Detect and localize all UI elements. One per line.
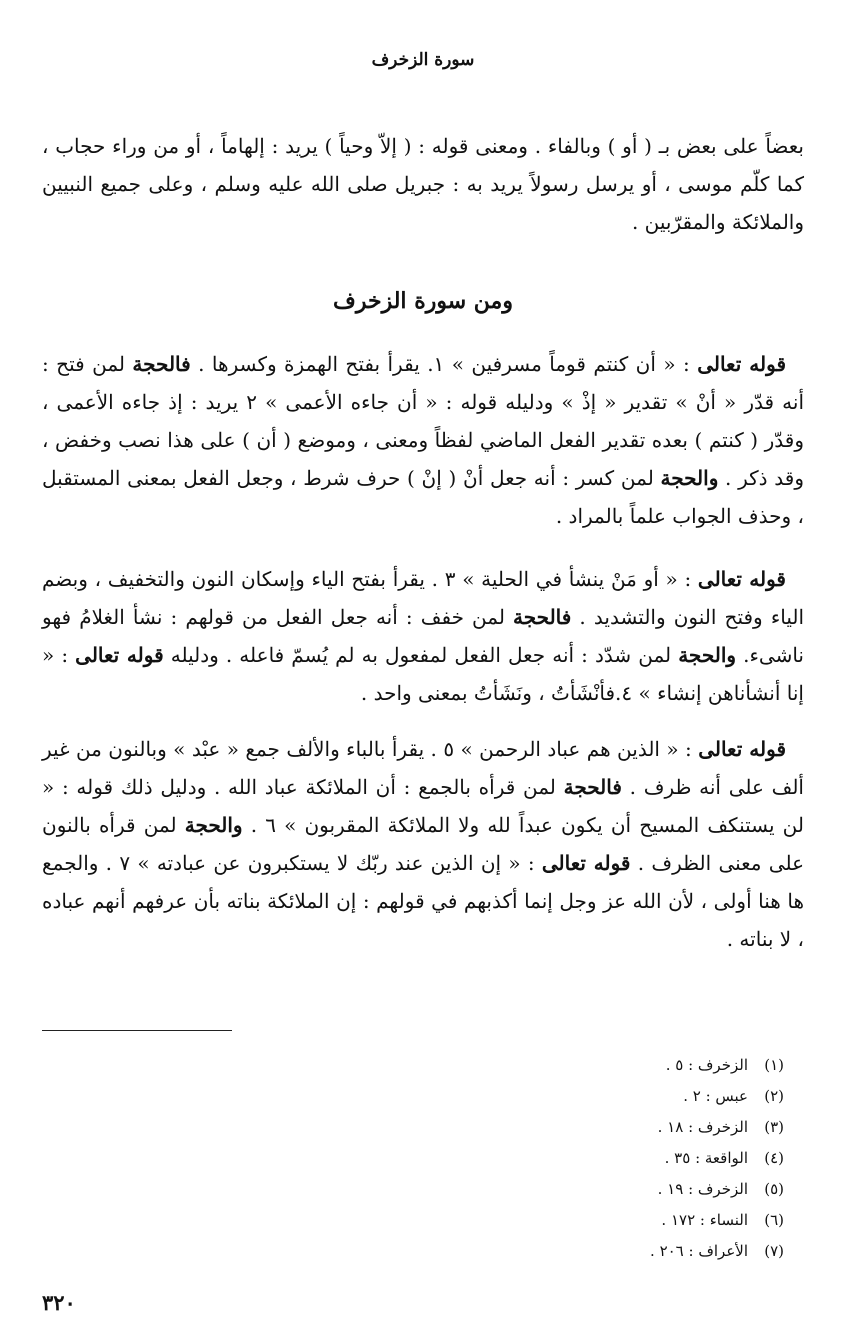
paragraph-2	[42, 560, 804, 712]
footnote-text: الزخرف : ٥ .	[665, 1056, 748, 1074]
paragraph-text: لمن قرأه بالجمع : أن الملائكة عباد الله . ودليل ذلك قوله : « لن يستنكف المسيح أن يكون عبداً لله ولا الملائكة المقربون » ٦ .	[42, 775, 804, 837]
keyword-hujja: والحجة	[184, 813, 243, 837]
keyword-hujja: والحجة	[660, 466, 719, 490]
page-number: ٣٢٠	[42, 1290, 76, 1315]
footnote-number: (٥)	[764, 1180, 784, 1198]
footnote-number: (١)	[764, 1056, 784, 1074]
paragraph-3	[42, 730, 804, 958]
paragraph-text: لمن قرأه بالنون على معنى الظرف .	[42, 813, 805, 875]
footnote-text: الأعراف : ٢٠٦ .	[650, 1242, 748, 1260]
keyword-hujja: فالحجة	[513, 605, 572, 629]
keyword-hujja: فالحجة	[563, 775, 622, 799]
paragraph-text: لمن فتح : أنه قدّر « أنْ » تقدير « إذْ » ودليله قوله : « أن جاءه الأعمى » ٢ يريد : إذ جاءه الأعمى ، وقدّر ( كنتم ) بعده تقدير الفعل الماضي لفظاً ومعنى ، وموضع ( أن ) على هذا نصب وخفض ، وقد ذكر .	[42, 352, 805, 490]
footnote-text: النساء : ١٧٢ .	[661, 1211, 748, 1229]
footnote-number: (٤)	[764, 1149, 784, 1167]
keyword-qawluhu: قوله تعالى	[697, 567, 786, 591]
intro-text: بعضاً على بعض بـ ( أو ) وبالفاء . ومعنى قوله : ( إلاّ وحياً ) يريد : إلهاماً ، أو من وراء حجاب ، كما كلّم موسى ، أو يرسل رسولاً يريد به : جبريل صلى الله عليه وسلم ، وعلى جميع النبيين والملائكة والمقرّبين .	[42, 134, 805, 234]
footnote-item	[384, 1236, 784, 1267]
footnote-text: الواقعة : ٣٥ .	[664, 1149, 748, 1167]
footnote-number: (٧)	[764, 1242, 784, 1260]
paragraph-text: : « الذين هم عباد الرحمن » ٥ . يقرأ بالباء والألف جمع « عبْد » وبالنون من غير ألف على أنه ظرف .	[42, 737, 804, 799]
footnote-item	[384, 1050, 784, 1081]
paragraph-1	[42, 345, 804, 535]
keyword-hujja: والحجة	[678, 643, 737, 667]
footnote-item	[384, 1143, 784, 1174]
paragraph-text: لمن كسر : أنه جعل أنْ ( إنْ ) حرف شرط ، وجعل الفعل بمعنى المستقبل ، وحذف الجواب علماً بالمراد .	[42, 466, 804, 528]
footnotes-list	[384, 1050, 784, 1267]
paragraph-text: : « أو مَنْ ينشأ في الحلية » ٣ . يقرأ بفتح الياء وإسكان النون والتخفيف ، وبضم الياء وفتح النون والتشديد .	[42, 567, 805, 629]
paragraph-text: لمن خفف : أنه جعل الفعل من قولهم : نشأ الغلامُ فهو ناشىء.	[42, 605, 804, 667]
footnote-number: (٦)	[764, 1211, 784, 1229]
keyword-hujja: فالحجة	[132, 352, 191, 376]
running-header: سورة الزخرف	[371, 50, 475, 70]
keyword-qawluhu: قوله تعالى	[698, 737, 787, 761]
intro-paragraph	[42, 127, 804, 241]
footnote-text: الزخرف : ١٩ .	[657, 1180, 748, 1198]
footnote-number: (٣)	[764, 1118, 784, 1136]
footnote-text: عبس : ٢ .	[683, 1087, 748, 1105]
footnote-item	[384, 1112, 784, 1143]
footnote-number: (٢)	[764, 1087, 784, 1105]
paragraph-text: : « إن الذين عند ربّك لا يستكبرون عن عبادته » ٧ . والجمع ها هنا أولى ، لأن الله عز وجل إنما أكذبهم في قولهم : إن الملائكة بناته بأن عرفهم أنهم عباده ، لا بناته .	[42, 851, 804, 951]
footnote-item	[384, 1081, 784, 1112]
section-title: ومن سورة الزخرف	[333, 288, 513, 314]
footnote-divider	[42, 1030, 232, 1031]
keyword-qawluhu: قوله تعالى	[697, 352, 787, 376]
paragraph-text: لمن شدّد : أنه جعل الفعل لمفعول به لم يُسمّ فاعله . ودليله	[163, 643, 679, 667]
footnote-text: الزخرف : ١٨ .	[657, 1118, 748, 1136]
paragraph-text: : « أن كنتم قوماً مسرفين » ١. يقرأ بفتح الهمزة وكسرها .	[190, 352, 698, 376]
footnote-item	[384, 1174, 784, 1205]
footnote-item	[384, 1205, 784, 1236]
keyword-qawluhu: قوله تعالى	[75, 643, 164, 667]
keyword-qawluhu: قوله تعالى	[541, 851, 631, 875]
paragraph-text: : « إنا أنشأناهن إنشاء » ٤.فأنْشَأتُ ، ونَشَأتُ بمعنى واحد .	[42, 643, 804, 705]
